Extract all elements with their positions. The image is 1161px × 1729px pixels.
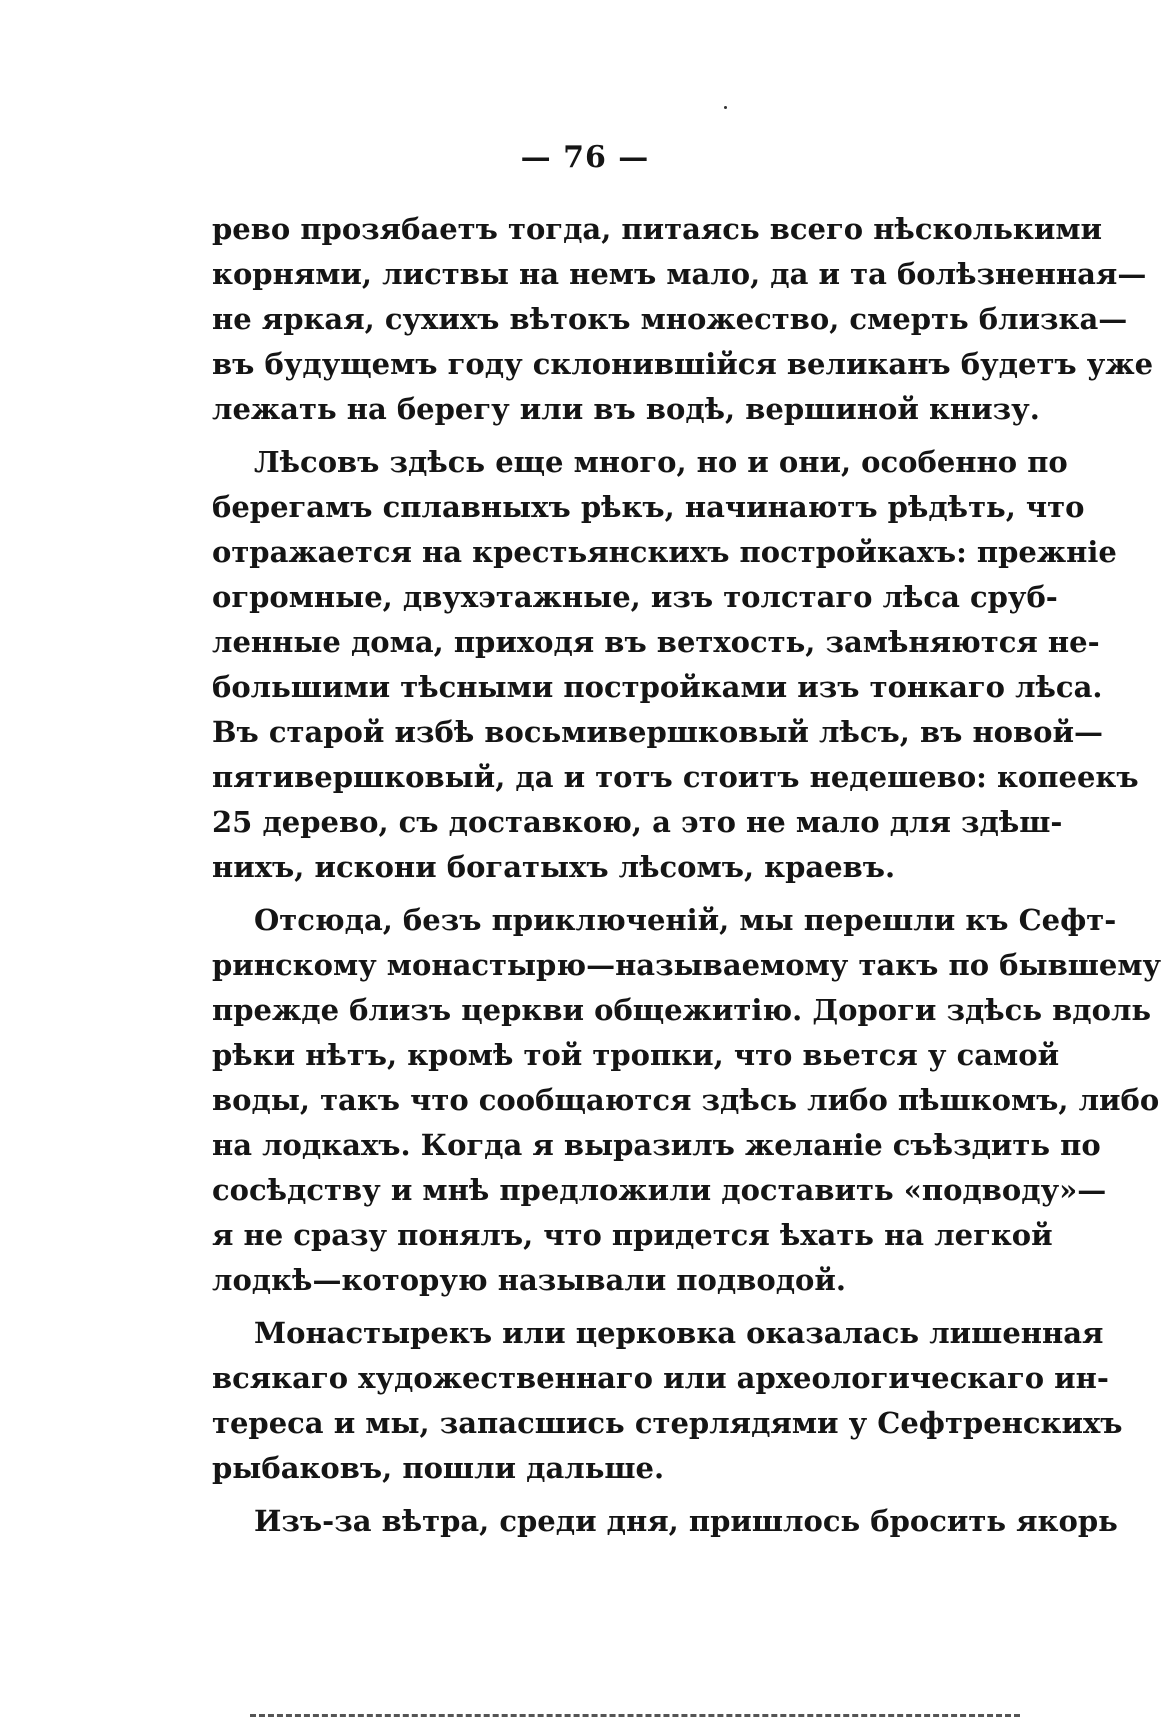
print-speck [724,106,727,109]
text-line: на лодкахъ. Когда я выразилъ желаніе съѣздить по [212,1128,1101,1162]
paragraph [212,440,1139,890]
text-line: 25 дерево, съ доставкою, а это не мало для здѣш- [212,805,1063,839]
text-line: въ будущемъ году склонившійся великанъ будетъ уже [212,347,1154,381]
text-line: Монастырекъ или церковка оказалась лишенная [254,1316,1104,1350]
text-line: корнями, листвы на немъ мало, да и та болѣзненная— [212,257,1147,291]
page-number: — 76 — [520,140,650,175]
text-line: Изъ-за вѣтра, среди дня, пришлось бросить якорь [254,1504,1118,1538]
paragraph [212,1499,1118,1544]
text-line: тереса и мы, запасшись стерлядями у Сефтренскихъ [212,1406,1123,1440]
text-line: Отсюда, безъ приключеній, мы перешли къ Сефт- [254,903,1117,937]
text-line: всякаго художественнаго или археологическаго ин- [212,1361,1109,1395]
text-line: не яркая, сухихъ вѣтокъ множество, смерть близка— [212,302,1128,336]
text-line: ринскому монастырю—называемому такъ по бывшему [212,948,1161,982]
text-line: Лѣсовъ здѣсь еще много, но и они, особенно по [254,445,1068,479]
body-text [212,207,1161,1552]
text-line: берегамъ сплавныхъ рѣкъ, начинаютъ рѣдѣть, что [212,490,1085,524]
text-line: лежать на берегу или въ водѣ, вершиной книзу. [212,392,1040,426]
text-line: лодкѣ—которую называли подводой. [212,1263,846,1297]
paragraph [212,207,1154,432]
text-line: огромные, двухэтажные, изъ толстаго лѣса сруб- [212,580,1058,614]
text-line: сосѣдству и мнѣ предложили доставить «подводу»— [212,1173,1107,1207]
text-line: пятивершковый, да и тотъ стоитъ недешево: копеекъ [212,760,1139,794]
text-line: рево прозябаетъ тогда, питаясь всего нѣсколькими [212,212,1103,246]
page-bottom-edge [250,1714,1020,1720]
text-line: воды, такъ что сообщаются здѣсь либо пѣшкомъ, либо [212,1083,1160,1117]
text-line: я не сразу понялъ, что придется ѣхать на легкой [212,1218,1053,1252]
paragraph [212,898,1161,1303]
text-line: рыбаковъ, пошли дальше. [212,1451,665,1485]
text-line: ленные дома, приходя въ ветхость, замѣняются не- [212,625,1100,659]
text-line: прежде близъ церкви общежитію. Дороги здѣсь вдоль [212,993,1152,1027]
text-line: отражается на крестьянскихъ постройкахъ: прежніе [212,535,1117,569]
paragraph [212,1311,1123,1491]
text-line: нихъ, искони богатыхъ лѣсомъ, краевъ. [212,850,896,884]
text-line: Въ старой избѣ восьмивершковый лѣсъ, въ новой— [212,715,1104,749]
text-line: рѣки нѣтъ, кромѣ той тропки, что вьется у самой [212,1038,1060,1072]
text-line: большими тѣсными постройками изъ тонкаго лѣса. [212,670,1103,704]
